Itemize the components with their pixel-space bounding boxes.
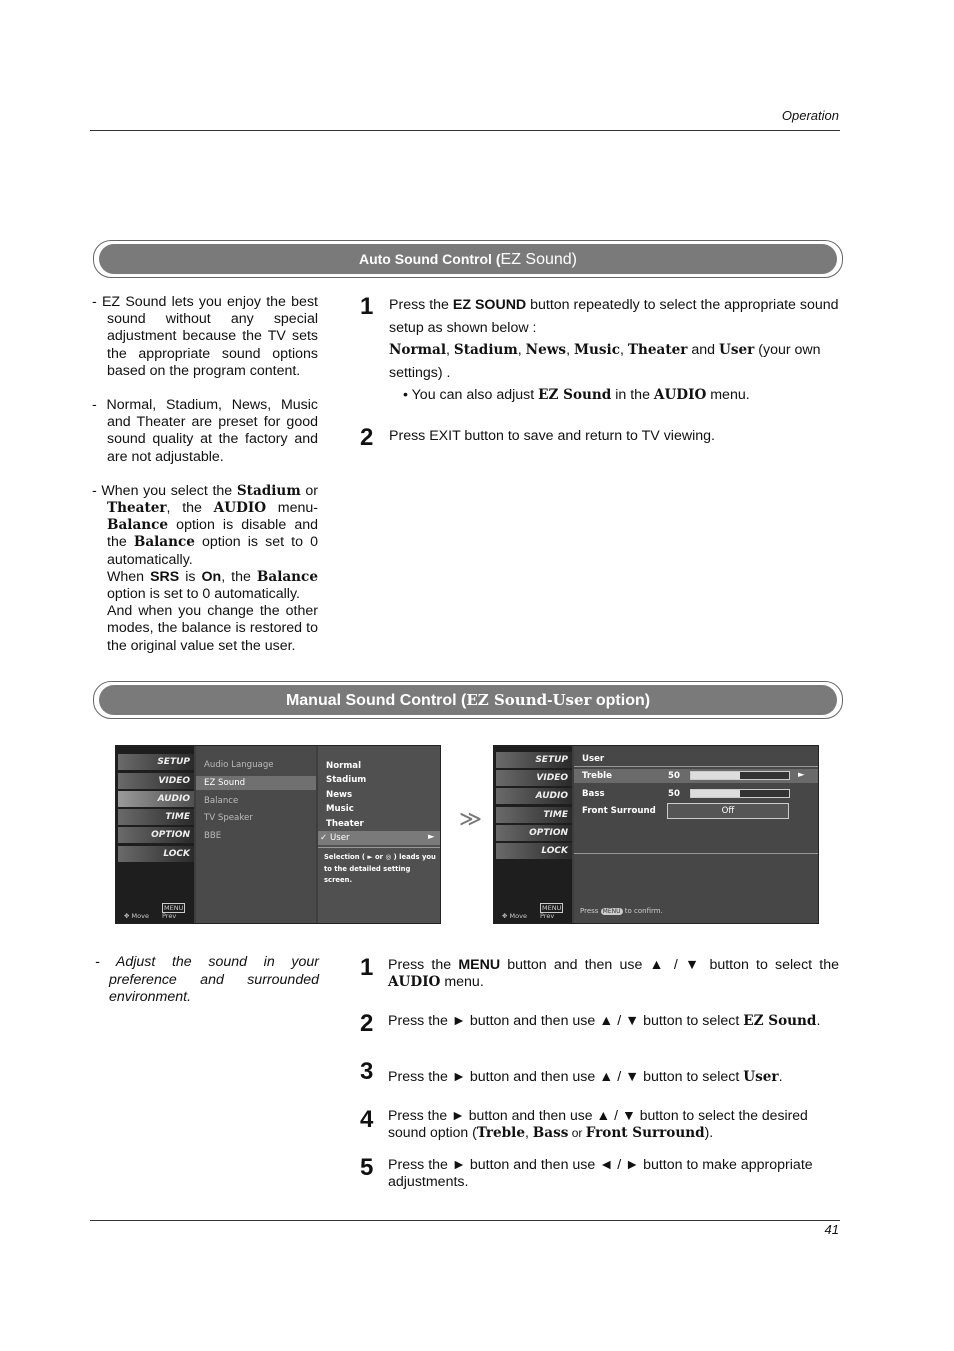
t: Press the ► button and then use ▲ / ▼ button to select xyxy=(388,1013,744,1029)
time-icon: TIME xyxy=(118,809,194,825)
menu-item[interactable]: BBE xyxy=(204,831,222,841)
lock-icon: LOCK xyxy=(496,843,572,859)
t: Press the ► button and then use ▲ / ▼ button to select the desired sound option ( xyxy=(388,1107,808,1140)
t: EZ SOUND xyxy=(452,297,527,313)
manual-step-3 xyxy=(388,1069,839,1086)
t: Balance xyxy=(133,534,195,551)
t: ). xyxy=(704,1124,714,1140)
front-surround-value[interactable]: Off xyxy=(667,803,789,819)
auto-step-1 xyxy=(389,294,839,407)
t: or xyxy=(568,1126,586,1140)
video-icon: VIDEO xyxy=(496,770,572,786)
step-number: 1 xyxy=(360,954,374,981)
t: or xyxy=(300,482,318,499)
manual-sound-title xyxy=(99,685,837,715)
t: option is disable and the xyxy=(107,517,318,551)
title-part: Auto Sound Control ( xyxy=(358,251,501,267)
user-settings-panel xyxy=(574,746,818,923)
t: to confirm. xyxy=(624,907,663,915)
menu-item[interactable]: Balance xyxy=(204,796,239,806)
check-icon: ✓ xyxy=(320,833,328,843)
t: Normal xyxy=(389,342,447,358)
step-number: 3 xyxy=(360,1058,374,1085)
t: menu- xyxy=(266,500,318,517)
t: option) xyxy=(591,692,651,709)
t: EZ Sound xyxy=(466,691,548,709)
prev-hint xyxy=(162,904,194,920)
ez-sound-options xyxy=(318,746,440,923)
menu-item[interactable]: Audio Language xyxy=(204,760,274,770)
audio-menu-column xyxy=(196,746,316,923)
t: button repeatedly to select the appropriate sound setup as shown below : xyxy=(389,297,839,336)
step-text xyxy=(389,294,839,339)
t: - xyxy=(547,692,553,709)
bass-value: 50 xyxy=(668,789,680,799)
t: (your own settings) . xyxy=(389,342,821,381)
tv-menu-screen-audio xyxy=(115,745,441,924)
manual-step-1 xyxy=(388,957,839,991)
menu-icon-column xyxy=(116,746,194,923)
step-number: 4 xyxy=(360,1106,374,1133)
next-arrow-icon: ≫ xyxy=(459,806,483,831)
right-arrow-icon: ► xyxy=(798,770,805,780)
move-hint: ✥ Move xyxy=(502,912,527,920)
t: MENU xyxy=(164,904,184,912)
t: AUDIO xyxy=(388,974,441,990)
t: Treble xyxy=(476,1125,525,1141)
confirm-hint xyxy=(580,907,663,915)
title-part: EZ Sound) xyxy=(500,251,577,268)
t: Music xyxy=(573,342,620,358)
t: SRS xyxy=(150,568,180,585)
audio-icon: AUDIO xyxy=(496,788,572,804)
lock-icon: LOCK xyxy=(118,846,194,862)
step-number: 2 xyxy=(360,424,374,451)
t: AUDIO xyxy=(213,500,267,517)
t: , xyxy=(620,342,628,358)
t: , xyxy=(566,342,574,358)
option-item[interactable]: Theater xyxy=(326,819,364,829)
note-1: - EZ Sound lets you enjoy the best sound without any special adjustment because the TV sets the appropriate sound options based on the program content. xyxy=(92,294,318,379)
t: menu. xyxy=(440,974,484,990)
bullet xyxy=(389,384,839,407)
t: Press the xyxy=(388,957,459,973)
right-arrow-icon: ► xyxy=(428,832,435,842)
t: Prev xyxy=(162,912,177,920)
t: User xyxy=(719,342,755,358)
t: . xyxy=(778,1069,783,1085)
note-4 xyxy=(92,569,318,603)
manual-step-5: Press the ► button and then use ◄ / ► button to make appropriate adjustments. xyxy=(388,1157,813,1190)
t: . xyxy=(816,1013,821,1029)
time-icon: TIME xyxy=(496,807,572,823)
treble-value: 50 xyxy=(668,771,680,781)
option-item[interactable]: Normal xyxy=(326,761,362,771)
bass-label[interactable]: Bass xyxy=(582,789,605,799)
manual-step-4 xyxy=(388,1107,843,1142)
menu-key-icon: MENU xyxy=(602,908,621,915)
t: Stadium xyxy=(453,342,518,358)
t: , xyxy=(517,342,526,358)
t: Theater xyxy=(627,342,688,358)
note-3 xyxy=(92,483,318,569)
t: - When you select the xyxy=(92,482,237,499)
preset-list xyxy=(389,339,839,384)
t: EZ Sound xyxy=(538,387,612,403)
t: , xyxy=(446,342,454,358)
t: option is set to 0 automatically. xyxy=(107,586,300,603)
t: Theater xyxy=(107,500,167,517)
t: User xyxy=(552,691,592,709)
setup-icon: SETUP xyxy=(118,754,194,770)
t: in the xyxy=(611,387,654,403)
t: News xyxy=(525,342,567,358)
top-rule xyxy=(90,130,840,131)
move-hint: ✥ Move xyxy=(124,912,149,920)
t: AUDIO xyxy=(653,387,707,403)
step-number: 5 xyxy=(360,1154,374,1181)
t: Move xyxy=(509,912,527,920)
t: MENU xyxy=(542,904,562,912)
t: Move xyxy=(131,912,149,920)
t: menu. xyxy=(706,387,750,403)
auto-notes xyxy=(92,294,318,655)
treble-slider[interactable] xyxy=(690,771,790,780)
manual-sound-banner xyxy=(93,681,843,719)
prev-hint xyxy=(540,904,572,920)
bottom-rule xyxy=(90,1220,840,1221)
front-surround-label[interactable]: Front Surround xyxy=(582,806,656,816)
t: Press the xyxy=(389,297,453,313)
t: and xyxy=(687,342,719,358)
menu-item[interactable]: TV Speaker xyxy=(204,813,253,823)
t: option is set to 0 automatically. xyxy=(107,534,318,568)
t: Balance xyxy=(107,517,169,534)
option-item[interactable]: Stadium xyxy=(326,775,367,785)
t: EZ Sound xyxy=(743,1013,817,1029)
t: is xyxy=(179,568,202,585)
option-icon: OPTION xyxy=(118,827,194,843)
user-header: User xyxy=(582,754,605,764)
manual-note: - Adjust the sound in your preference and surrounded environment. xyxy=(95,954,319,1005)
option-item[interactable]: Music xyxy=(326,804,354,814)
menu-item-selected[interactable]: EZ Sound xyxy=(204,778,246,788)
auto-sound-title xyxy=(99,244,837,274)
t: Manual Sound Control ( xyxy=(285,692,467,709)
t: When xyxy=(107,568,151,585)
t: User xyxy=(329,833,350,843)
t: Press the ► button and then use ▲ / ▼ button to select xyxy=(388,1069,744,1085)
option-item-selected[interactable] xyxy=(320,833,350,843)
step-number: 2 xyxy=(360,1010,374,1037)
t: Balance xyxy=(256,568,318,585)
t: Front Surround xyxy=(585,1125,705,1141)
t: , the xyxy=(221,568,257,585)
t: On xyxy=(201,568,222,585)
option-icon: OPTION xyxy=(496,825,572,841)
t: Bass xyxy=(532,1125,569,1141)
note-5: And when you change the other modes, the balance is restored to the original value set the user. xyxy=(107,603,318,654)
note-2: - Normal, Stadium, News, Music and Theater are preset for good sound quality at the factory and are not adjustable. xyxy=(92,397,318,465)
tv-menu-screen-user xyxy=(493,745,819,924)
divider xyxy=(318,847,440,848)
t: • You can also adjust xyxy=(403,387,539,403)
treble-label[interactable]: Treble xyxy=(582,771,612,781)
t: Press xyxy=(580,907,599,915)
video-icon: VIDEO xyxy=(118,773,194,789)
t: MENU xyxy=(458,957,501,973)
manual-step-2 xyxy=(388,1013,839,1030)
selection-hint: Selection ( ► or ◎ ) leads you to the detailed setting screen. xyxy=(324,853,436,884)
t: Prev xyxy=(540,912,555,920)
audio-icon: AUDIO xyxy=(118,791,194,807)
setup-icon: SETUP xyxy=(496,752,572,768)
divider xyxy=(574,766,818,767)
bass-slider[interactable] xyxy=(690,789,790,798)
page-number: 41 xyxy=(824,1222,839,1237)
divider xyxy=(574,853,818,854)
auto-step-2: Press EXIT button to save and return to TV viewing. xyxy=(389,428,715,444)
t: Stadium xyxy=(236,482,301,499)
treble-slider-fill xyxy=(691,772,740,779)
auto-sound-banner xyxy=(93,240,843,278)
option-item[interactable]: News xyxy=(326,790,353,800)
t: button and then use ▲ / ▼ button to select the xyxy=(500,957,839,973)
t: , the xyxy=(166,500,214,517)
menu-icon-column xyxy=(494,746,572,923)
bass-slider-fill xyxy=(691,790,740,797)
section-label: Operation xyxy=(781,108,839,123)
step-number: 1 xyxy=(360,293,374,320)
t: , xyxy=(525,1124,533,1140)
t: User xyxy=(743,1069,779,1085)
